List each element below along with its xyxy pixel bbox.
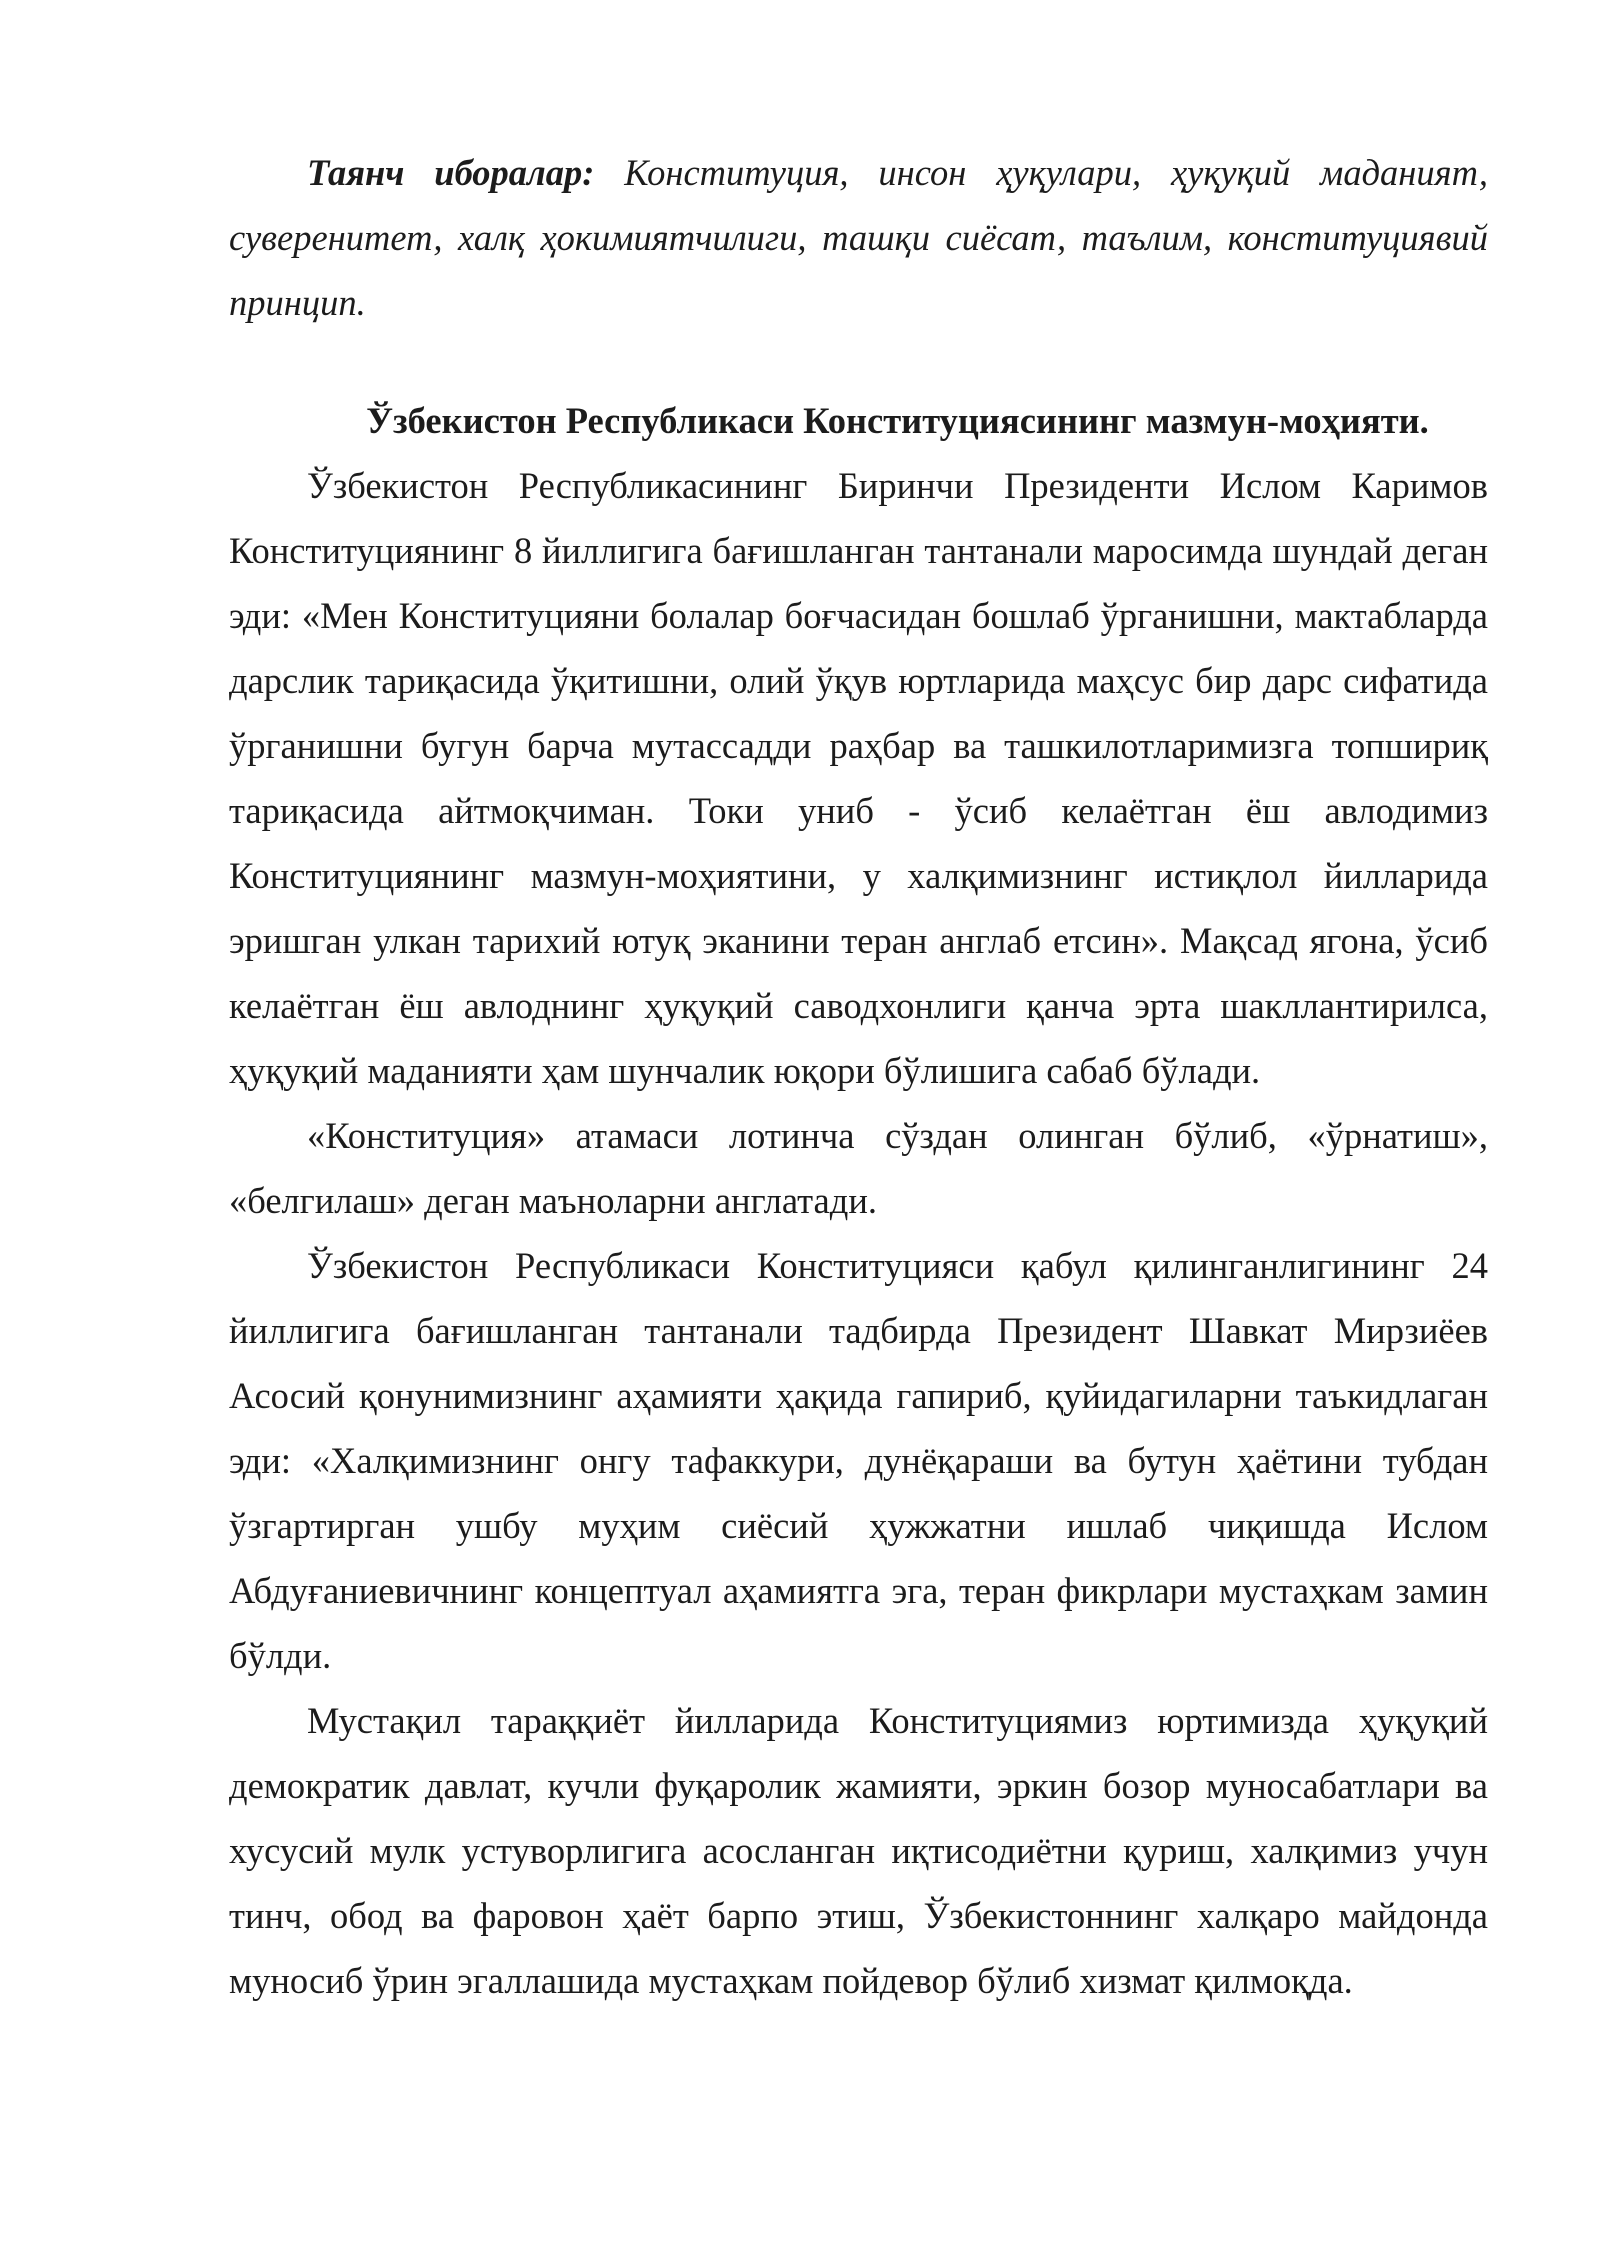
document-page <box>229 140 1488 2013</box>
body-paragraph-2: «Конституция» атамаси лотинча сўздан олинган бўлиб, «ўрнатиш», «белгилаш» деган маъноларни англатади. <box>229 1115 1488 1221</box>
keywords-label: Таянч иборалар: <box>307 152 595 193</box>
keywords-text: Конституция, инсон ҳуқулари, ҳуқуқий маданият, суверенитет, халқ ҳокимиятчилиги, ташқи сиёсат, таълим, конституциявий принцип. <box>229 152 1489 323</box>
section-heading: Ўзбекистон Республикаси Конституциясининг мазмун-моҳияти. <box>366 400 1429 441</box>
body-paragraph-3: Ўзбекистон Республикаси Конституцияси қабул қилинганлигининг 24 йиллигига бағишланган тантанали тадбирда Президент Шавкат Мирзиёев Асосий қонунимизнинг аҳамияти ҳақида гапириб, қуйидагиларни таъкидлаган эди: «Халқимизнинг онгу тафаккури, дунёқараши ва бутун ҳаётини тубдан ўзгартирган ушбу муҳим сиёсий ҳужжатни ишлаб чиқишда Ислом Абдуғаниевичнинг концептуал аҳамиятга эга, теран фикрлари мустаҳкам замин бўлди. <box>229 1245 1488 1676</box>
body-paragraph-4: Мустақил тараққиёт йилларида Конституциямиз юртимизда ҳуқуқий демократик давлат, кучли фуқаролик жамияти, эркин бозор муносабатлари ва хусусий мулк устуворлигига асосланган иқтисодиётни қуриш, халқимиз учун тинч, обод ва фаровон ҳаёт барпо этиш, Ўзбекистоннинг халқаро майдонда муносиб ўрин эгаллашида мустаҳкам пойдевор бўлиб хизмат қилмоқда. <box>229 1700 1488 2001</box>
keywords-paragraph <box>229 140 1488 335</box>
body-paragraph-1: Ўзбекистон Республикасининг Биринчи Президенти Ислом Каримов Конституциянинг 8 йиллигига бағишланган тантанали маросимда шундай деган эди: «Мен Конституцияни болалар боғчасидан бошлаб ўрганишни, мактабларда дарслик тариқасида ўқитишни, олий ўқув юртларида маҳсус бир дарс сифатида ўрганишни бугун барча мутассадди раҳбар ва ташкилотларимизга топшириқ тариқасида айтмоқчиман. Токи униб - ўсиб келаётган ёш авлодимиз Конституциянинг мазмун-моҳиятини, у халқимизнинг истиқлол йилларида эришган улкан тарихий ютуқ эканини теран англаб етсин». Мақсад ягона, ўсиб келаётган ёш авлоднинг ҳуқуқий саводхонлиги қанча эрта шакллантирилса, ҳуқуқий маданияти ҳам шунчалик юқори бўлишига сабаб бўлади. <box>229 465 1488 1091</box>
